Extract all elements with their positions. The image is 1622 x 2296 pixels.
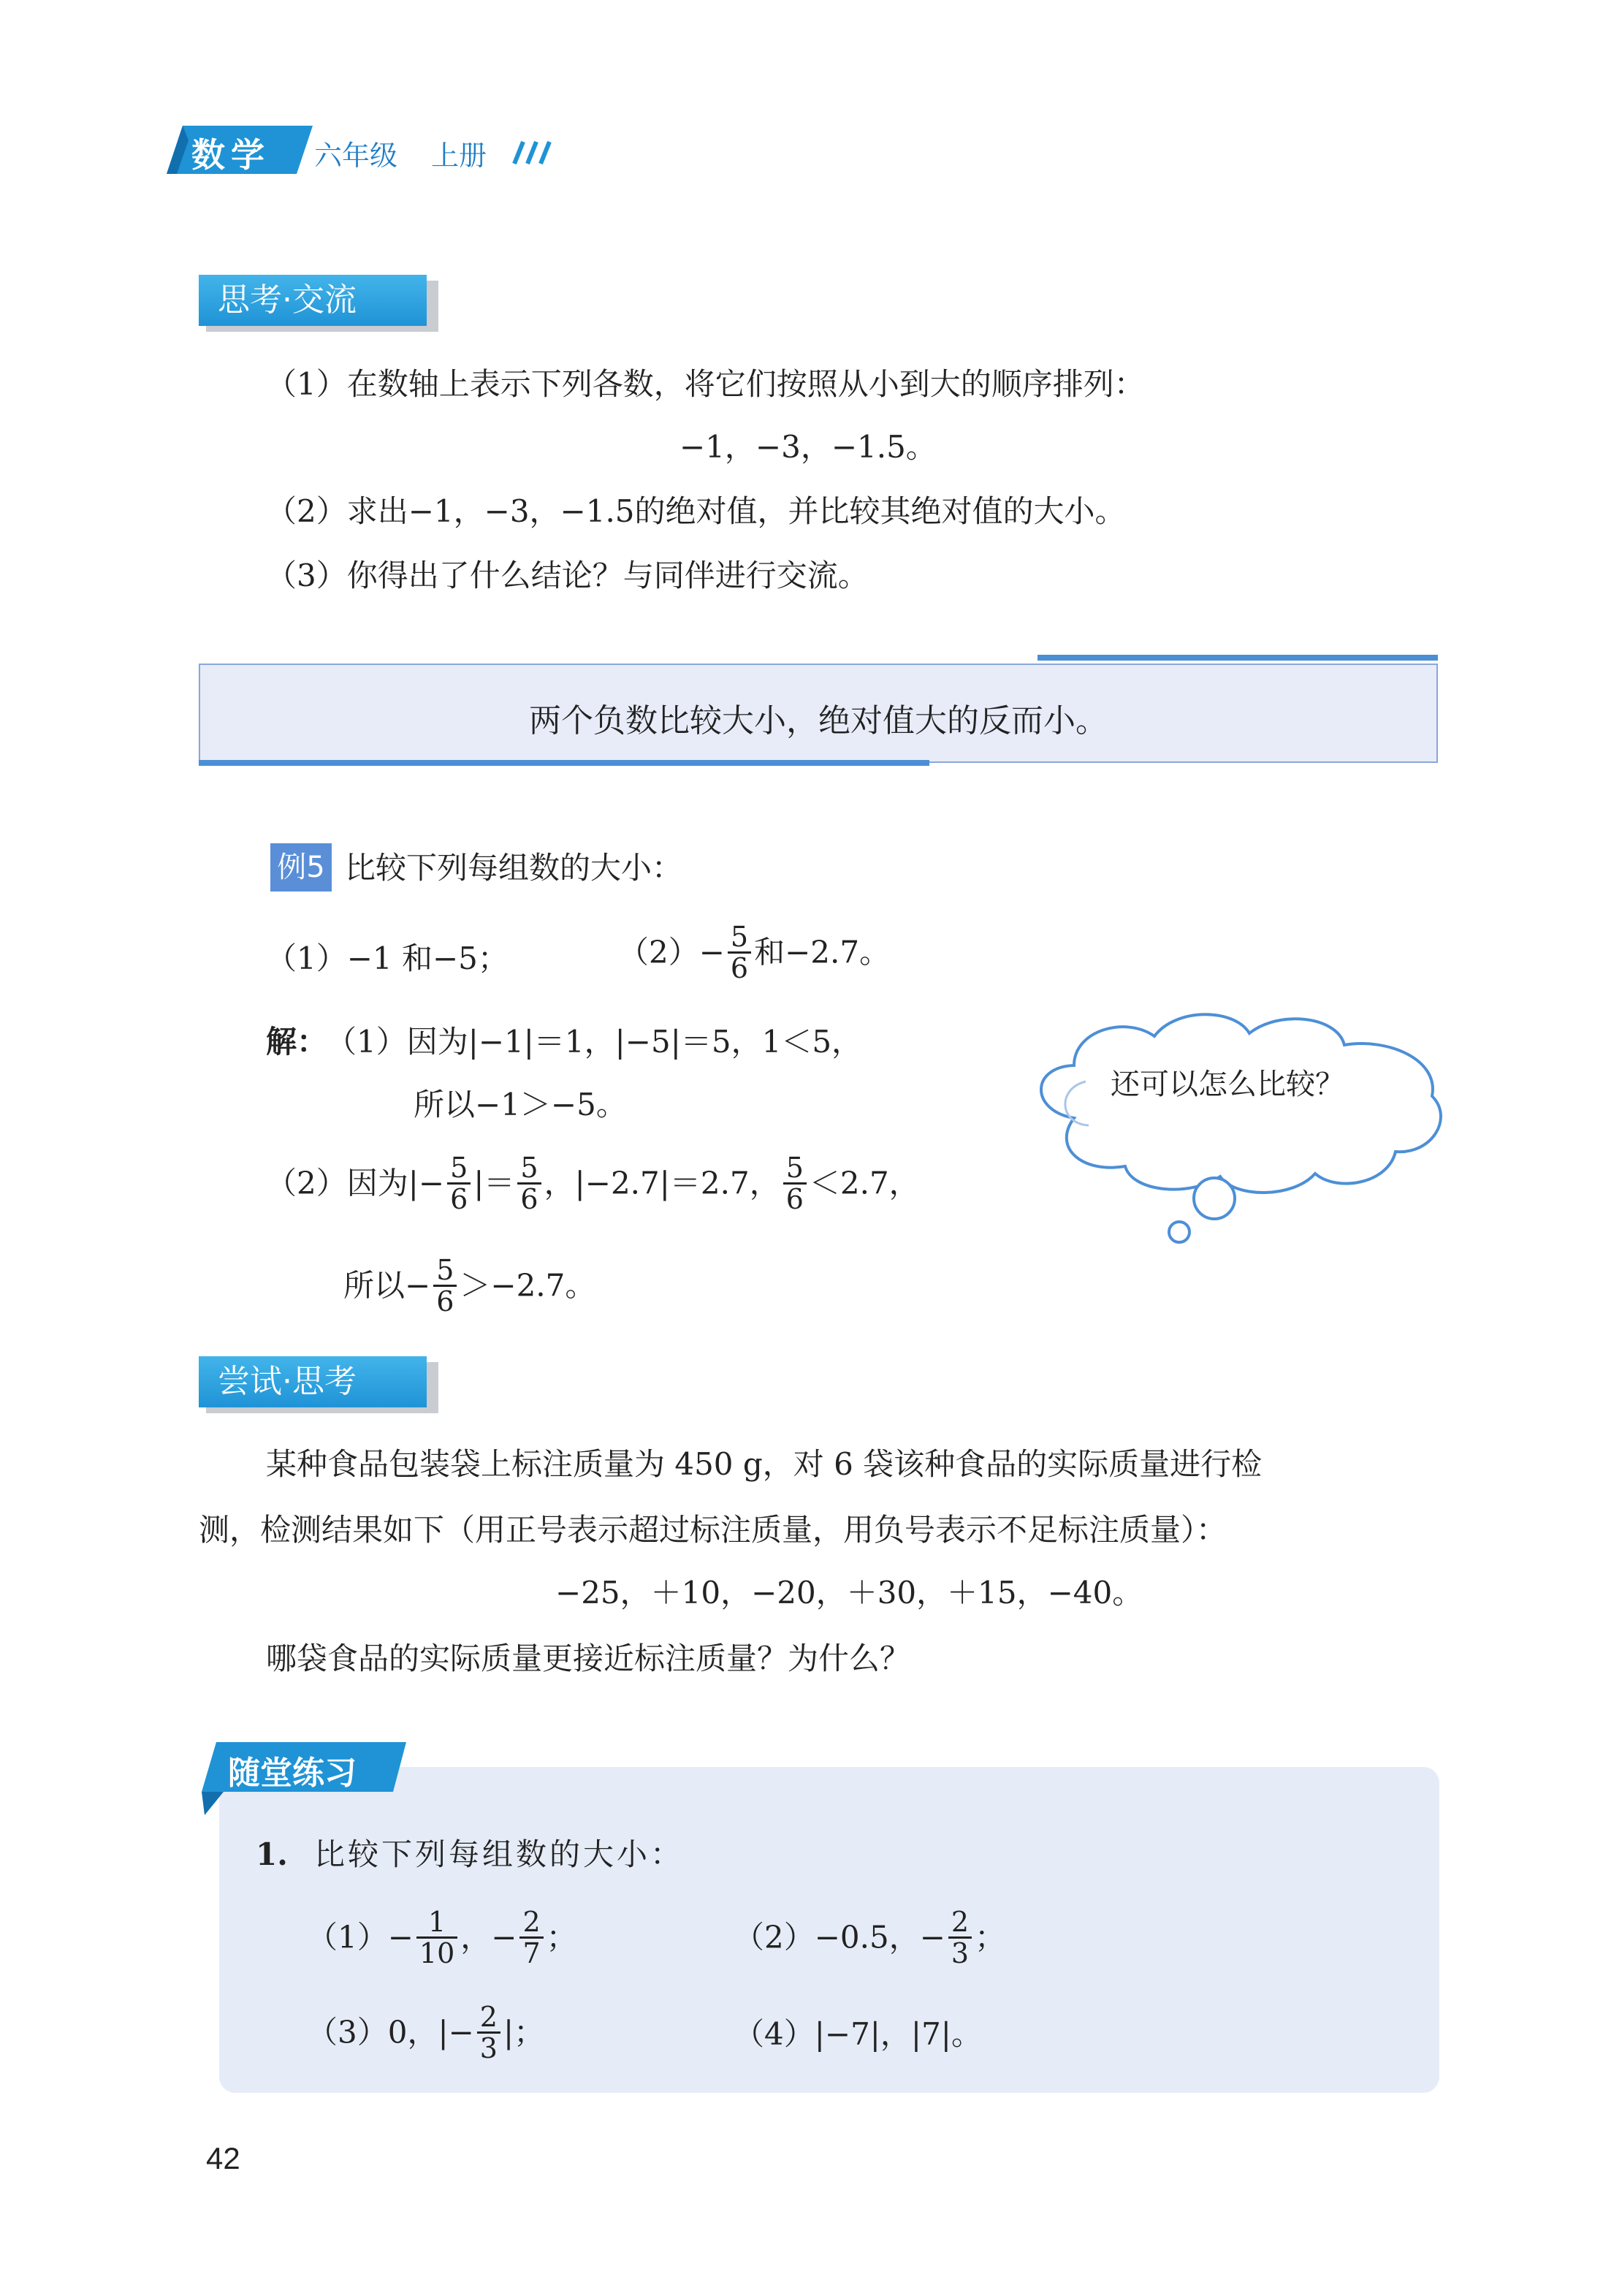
fraction-numerator: 2 xyxy=(948,1907,972,1939)
conclusion-box-bottom-bar xyxy=(199,760,929,766)
practice-item-text: 比较下列每组数的大小： xyxy=(314,1836,685,1872)
header-grade: 六年级 xyxy=(314,140,398,172)
thought-bubble-icon xyxy=(1023,1001,1447,1250)
fraction-denominator: 6 xyxy=(436,1285,454,1318)
think-q1-numbers: −1，−3，−1.5。 xyxy=(679,429,937,465)
solution-2a-prefix: （2）因为|− xyxy=(266,1165,445,1201)
practice-d: （4）|−7|，|7|。 xyxy=(734,2016,982,2052)
fraction xyxy=(519,1907,543,1968)
header-slash-icon xyxy=(504,139,555,165)
solution-2b-prefix: 所以− xyxy=(343,1267,431,1304)
fraction-denominator: 6 xyxy=(785,1183,804,1215)
practice-c xyxy=(307,2002,544,2063)
fraction xyxy=(433,1255,457,1316)
fraction-numerator: 5 xyxy=(728,922,751,954)
practice-a xyxy=(307,1907,577,1968)
fraction-numerator: 5 xyxy=(783,1153,807,1185)
solution-label: 解： xyxy=(266,1024,328,1060)
example-part2-prefix: （2）− xyxy=(618,934,725,970)
solution-2a xyxy=(266,1153,920,1214)
practice-c-prefix: （3）0，|− xyxy=(307,2014,474,2050)
practice-a-prefix: （1）− xyxy=(307,1919,414,1955)
fraction-numerator: 1 xyxy=(416,1907,457,1939)
header-subject: 数学 xyxy=(191,135,270,175)
page-number: 42 xyxy=(206,2141,240,2175)
solution-2a-mid1: |＝ xyxy=(473,1165,515,1201)
practice-a-mid: ，− xyxy=(460,1919,517,1955)
fraction-denominator: 10 xyxy=(419,1937,455,1969)
practice-b-prefix: （2）−0.5，− xyxy=(734,1919,945,1955)
conclusion-text: 两个负数比较大小，绝对值大的反而小。 xyxy=(529,702,1108,740)
header-volume: 上册 xyxy=(431,140,487,172)
think-q3: （3）你得出了什么结论？与同伴进行交流。 xyxy=(266,558,869,593)
example-part2 xyxy=(618,922,890,983)
example-part2-suffix: 和−2.7。 xyxy=(754,934,891,970)
think-q2: （2）求出−1，−3，−1.5的绝对值，并比较其绝对值的大小。 xyxy=(266,493,1126,529)
try-line1: 某种食品包装袋上标注质量为 450 g，对 6 袋该种食品的实际质量进行检 xyxy=(266,1446,1263,1482)
solution-2a-end: ＜2.7， xyxy=(809,1165,920,1201)
think-q1: （1）在数轴上表示下列各数，将它们按照从小到大的顺序排列： xyxy=(266,366,1145,402)
think-tag: 思考·交流 xyxy=(199,275,427,326)
fraction xyxy=(948,1907,972,1968)
solution-1b: 所以−1＞−5。 xyxy=(414,1087,627,1122)
solution-2b-suffix: ＞−2.7。 xyxy=(460,1267,596,1304)
practice-c-end: |； xyxy=(503,2014,545,2050)
fraction-numerator: 2 xyxy=(519,1907,543,1939)
fraction xyxy=(517,1153,541,1214)
practice-item-number: 1. xyxy=(256,1836,288,1872)
fraction-denominator: 6 xyxy=(450,1183,468,1215)
practice-b-end: ； xyxy=(975,1919,1006,1955)
practice-b xyxy=(734,1907,1005,1968)
fraction-denominator: 6 xyxy=(520,1183,538,1215)
fraction-denominator: 3 xyxy=(951,1937,970,1969)
try-question: 哪袋食品的实际质量更接近标注质量？为什么？ xyxy=(266,1641,911,1676)
fraction xyxy=(447,1153,471,1214)
fraction-denominator: 3 xyxy=(479,2032,498,2064)
fraction xyxy=(783,1153,807,1214)
thought-bubble-text: 还可以怎么比较？ xyxy=(1111,1068,1344,1101)
example-prompt: 比较下列每组数的大小： xyxy=(345,850,683,886)
try-line2: 测，检测结果如下（用正号表示超过标注质量，用负号表示不足标注质量）： xyxy=(199,1512,1227,1548)
fraction-denominator: 7 xyxy=(522,1937,541,1969)
practice-title: 随堂练习 xyxy=(228,1755,357,1792)
solution-1a: （1）因为|−1|＝1，|−5|＝5，1＜5， xyxy=(326,1024,863,1060)
fraction xyxy=(728,922,751,983)
try-tag: 尝试·思考 xyxy=(199,1356,427,1407)
fraction-numerator: 5 xyxy=(433,1255,457,1287)
fraction xyxy=(477,2002,500,2063)
solution-2a-mid2: ，|−2.7|＝2.7， xyxy=(544,1165,780,1201)
fraction-numerator: 5 xyxy=(517,1153,541,1185)
example-label: 例5 xyxy=(270,843,332,892)
practice-a-end: ； xyxy=(546,1919,577,1955)
fraction-denominator: 6 xyxy=(730,952,749,984)
example-part1: （1）−1 和−5； xyxy=(266,940,509,976)
fraction-numerator: 5 xyxy=(447,1153,471,1185)
fraction xyxy=(416,1907,457,1968)
fraction-numerator: 2 xyxy=(477,2002,500,2034)
solution-2b xyxy=(343,1255,595,1316)
try-values: −25，＋10，−20，＋30，＋15，−40。 xyxy=(555,1575,1143,1611)
conclusion-box-top-bar xyxy=(1037,655,1438,661)
